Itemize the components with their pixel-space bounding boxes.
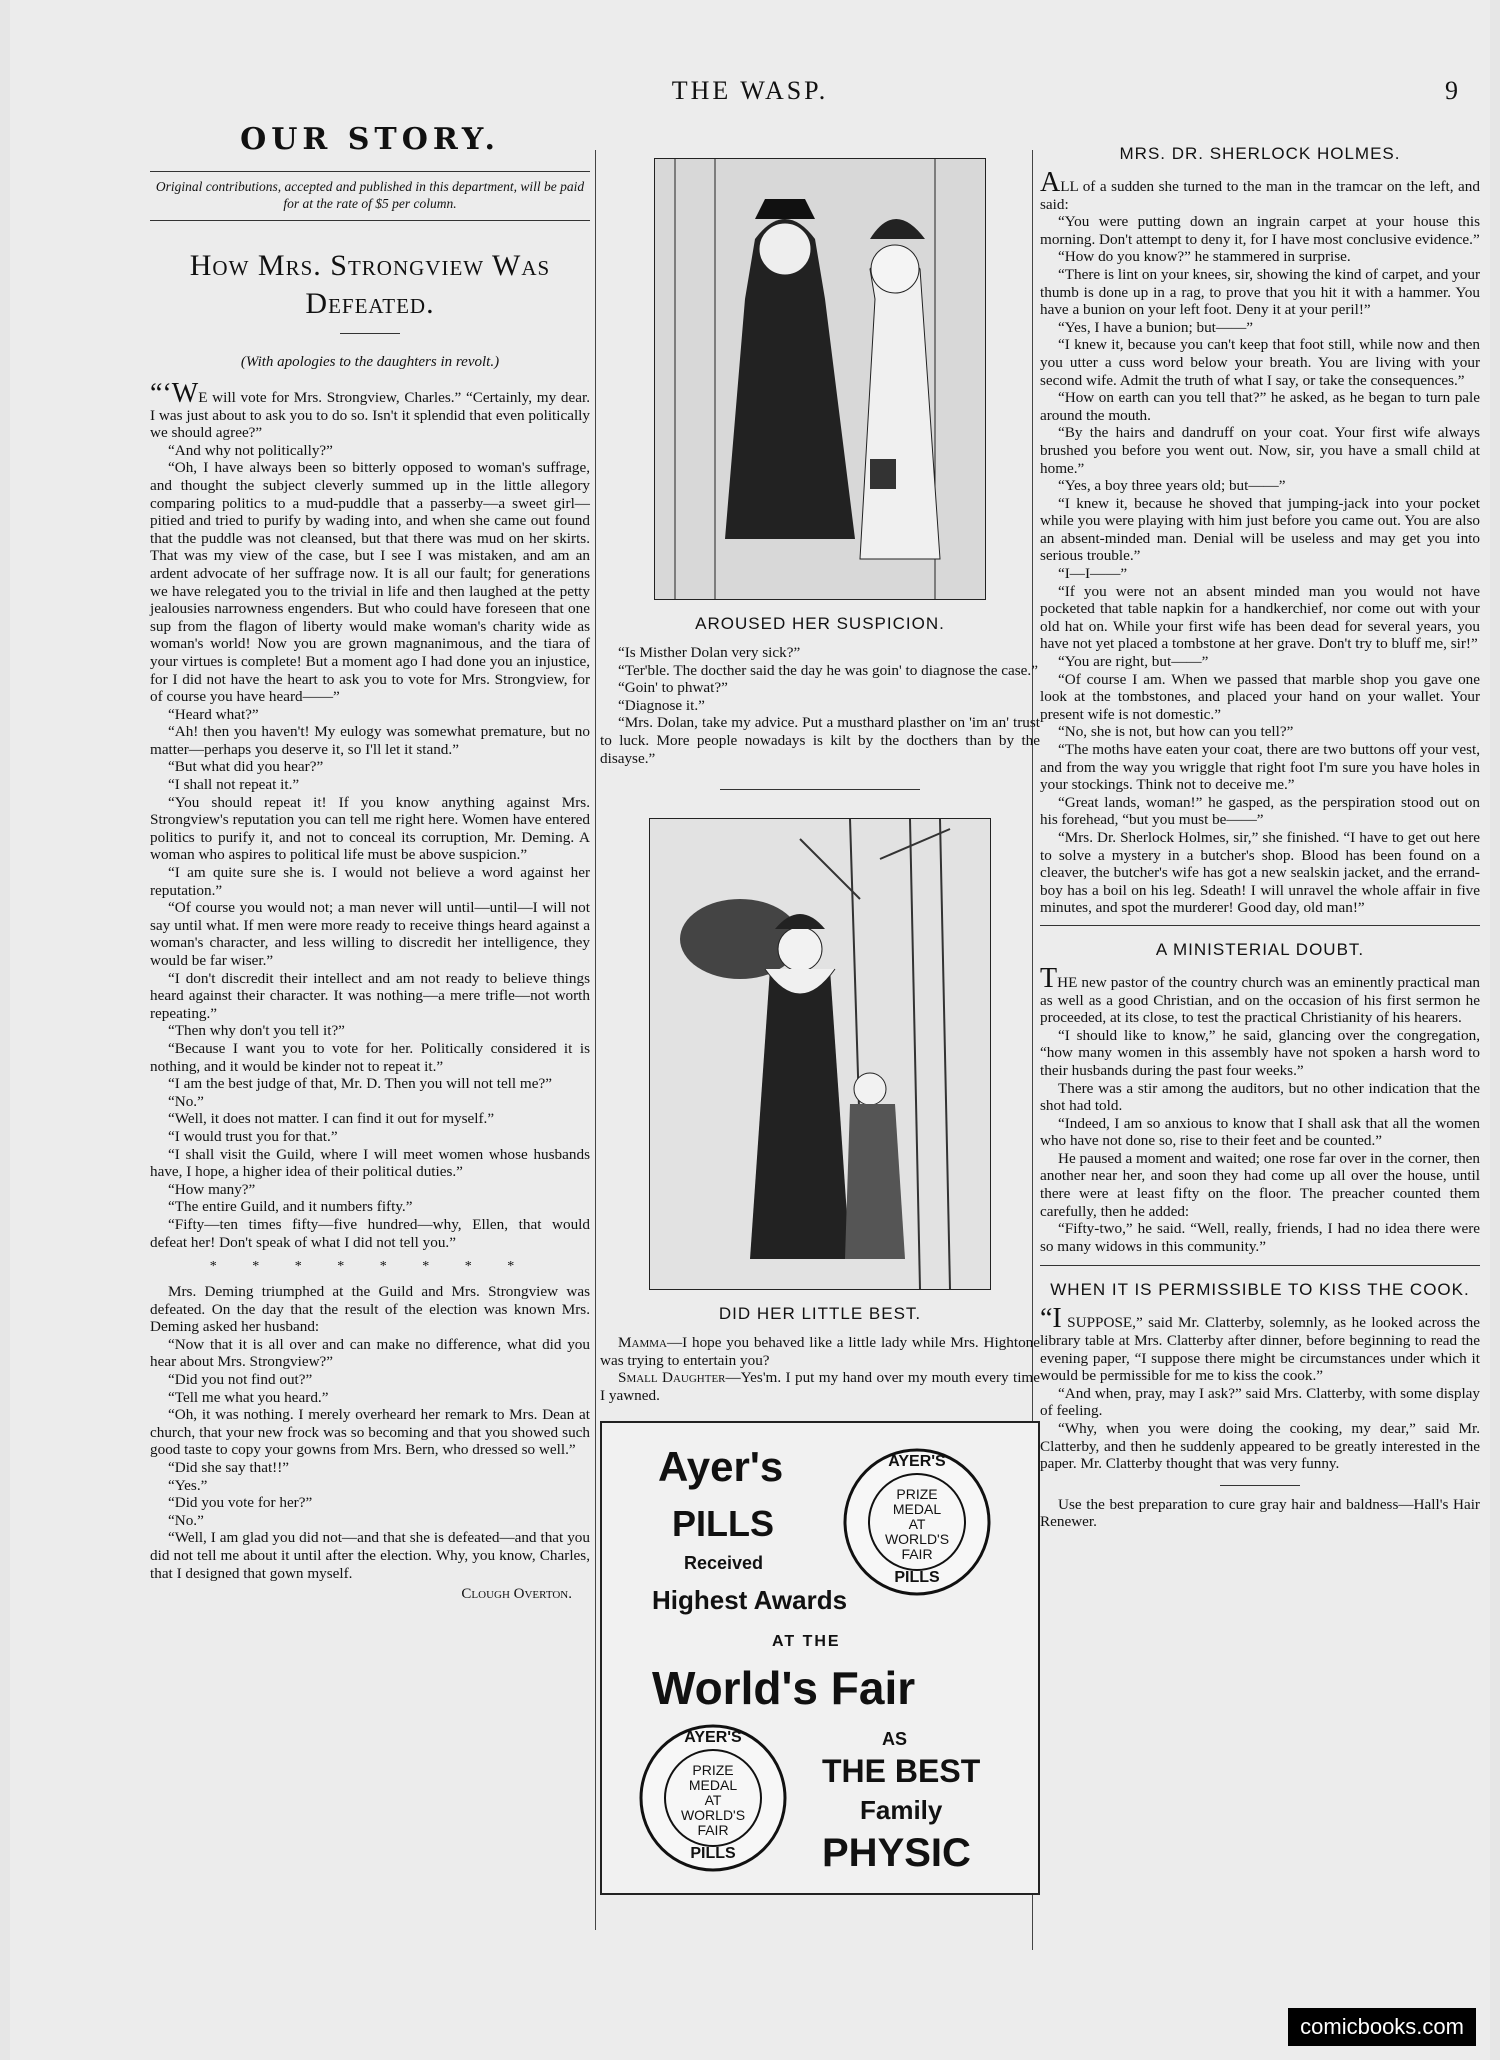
- dialogue-line: “Goin' to phwat?”: [618, 679, 728, 697]
- paragraph: “Now that it is all over and can make no difference, what did you hear about Mrs. Strongview?”: [150, 1335, 590, 1371]
- paragraph: “Oh, I have always been so bitterly opposed to woman's suffrage, and thought the subject cleverly summed up in the little allegory comparing politics to a mud-puddle that a passerby—a sweet girl—pitied and tried to purify by wading into, and when she came out found that the puddle was not cleansed, but that there was mud on her skirts. That was my view of the case, but I see I was mistaken, and am an ardent advocate of her suffrage now. It is all our fault; for generations we have relegated you to the trivial in life and then laughed at the petty jealousies narrowness engenders. But who could have foreseen that one sup from the flagon of liberty would make woman's charity wide as woman's world! Now you are grown magnanimous, and the tiara of your virtues is complete! But a moment ago I had done you an injustice, for I did not have the heart to ask you to vote for Mrs. Strongview, for of course you have heard——”: [150, 459, 590, 706]
- dialogue-line: “Diagnose it.”: [618, 696, 705, 714]
- paragraph: “Did you not find out?”: [168, 1371, 313, 1389]
- paragraph: “No, she is not, but how can you tell?”: [1058, 723, 1294, 741]
- ad-text: AT THE: [772, 1632, 841, 1650]
- ad-brand: Ayer's: [658, 1442, 784, 1490]
- section-break: * * * * * * * *: [209, 1259, 531, 1275]
- paragraph: “Of course I am. When we passed that marble shop you gave one look at the tombstones, and placed your hand on your wallet. Your present wife is not domestic.”: [1040, 670, 1480, 723]
- cartoon-drawing: [650, 819, 990, 1289]
- watermark-logo: comicbooks.com: [1288, 2008, 1476, 2046]
- dialogue-line: Mamma—I hope you behaved like a little lady while Mrs. Hightone was trying to entertain you?: [600, 1334, 1040, 1369]
- paragraph: “Why, when you were doing the cooking, my dear,” said Mr. Clatterby, and then he suddenly appeared to be greatly interested in the paper. Mr. Clatterby thought that was very funny.: [1040, 1420, 1480, 1473]
- author-byline: Clough Overton.: [461, 1586, 572, 1603]
- paragraph: “Indeed, I am so anxious to know that I shall ask that all the women who have not done so, rise to their feet and be counted.”: [1040, 1114, 1480, 1150]
- paragraph: “You should repeat it! If you know anything against Mrs. Strongview's reputation you can tell me right here. Women have entered politics to purify it, and not to conceal its corruption, Mr. Deming. A woman who aspires to political life must be above suspicion.”: [150, 793, 590, 864]
- paragraph: “By the hairs and dandruff on your coat. Your first wife always brushed you before you went out. Now, sir, you have a small child at home.”: [1040, 424, 1480, 477]
- ayers-pills-advertisement: [600, 1421, 1040, 1895]
- paragraph: “Mrs. Dr. Sherlock Holmes, sir,” she finished. “I have to get out here to solve a mystery in a butcher's shop. Blood has been found on a cleaver, the butcher's wife has got a new sealskin jacket, and the errand-boy has a boil on his leg. Sdeath! I will unravel the whole affair in five minutes, and spot the murderer! Good day, old man!”: [1040, 828, 1480, 917]
- dialogue-line: “Ter'ble. The docther said the day he was goin' to diagnose the case.”: [618, 661, 1038, 679]
- paragraph: “Of course you would not; a man never will until—until—I will not say until what. If men were more ready to receive things heard against a woman's character, and less willing to discredit her intelligence, they would be far wiser.”: [150, 899, 590, 969]
- page-number: 9: [1445, 76, 1458, 105]
- divider: [1220, 1485, 1300, 1486]
- article-heading: A MINISTERIAL DOUBT.: [1155, 939, 1365, 959]
- paragraph: He paused a moment and waited; one rose far over in the corner, then another near her, and soon they had come up all over the house, until there were at least fifty on the floor. The preacher counted them carefully, then he added:: [1040, 1149, 1480, 1220]
- paragraph: “I—I——”: [1058, 565, 1128, 583]
- department-note: Original contributions, accepted and published in this department, will be paid for at the rate of $5 per column.: [155, 179, 585, 211]
- divider: [720, 789, 920, 790]
- paragraph: “Well, it does not matter. I can find it out for myself.”: [168, 1110, 495, 1128]
- prize-medal-seal-icon: AYER'S PRIZE MEDAL AT WORLD'S FAIR PILLS: [842, 1447, 992, 1597]
- paragraph: “How many?”: [168, 1180, 256, 1198]
- column-story: [150, 118, 590, 1603]
- ad-text: Received: [684, 1552, 764, 1573]
- cartoon-caption: AROUSED HER SUSPICION.: [695, 614, 945, 633]
- cartoon-illustration-two-women: [654, 158, 986, 600]
- page-header: [10, 76, 1490, 110]
- paragraph: “The entire Guild, and it numbers fifty.”: [168, 1198, 413, 1216]
- paragraph: “I SUPPOSE,” said Mr. Clatterby, solemnly, as he looked across the library table at Mrs. Clatterby after dinner, before beginning to read the evening paper, “I suppose there might be circumstances under which it would be permissible for me to kiss the cook.”: [1040, 1303, 1480, 1385]
- masthead-title: THE WASP.: [671, 76, 829, 105]
- advertisement-text: Use the best preparation to cure gray hair and baldness—Hall's Hair Renewer.: [1040, 1495, 1480, 1531]
- ad-headline: World's Fair: [652, 1661, 916, 1714]
- paragraph: “I shall not repeat it.”: [168, 776, 300, 794]
- drop-cap: “‘W: [150, 378, 199, 409]
- paragraph: “Yes, I have a bunion; but——”: [1058, 318, 1254, 336]
- paragraph: THE new pastor of the country church was an eminently practical man as well as a good Christian, and on the occasion of his first sermon he proceeded, at its close, to test the practical Christianity of his hearers.: [1040, 962, 1480, 1027]
- paragraph: “Tell me what you heard.”: [168, 1388, 329, 1406]
- paragraph: “‘WE will vote for Mrs. Strongview, Charles.” “Certainly, my dear. I was just about to ask you to do so. Isn't it splendid that even politically we should agree?”: [150, 378, 590, 442]
- paragraph: “Yes, a boy three years old; but——”: [1058, 477, 1286, 495]
- paragraph: “I don't discredit their intellect and am not ready to believe things heard against their character. It was nothing—a mere trifle—not worth repeating.”: [150, 969, 590, 1022]
- newspaper-page: [10, 0, 1490, 2060]
- story-subtitle: (With apologies to the daughters in revolt.): [240, 354, 500, 370]
- paragraph: “No.”: [168, 1092, 204, 1110]
- column-shorts: [1040, 118, 1480, 1531]
- paragraph: “I should like to know,” he said, glancing over the congregation, “how many women in this assembly have not spoken a harsh word to their husbands during the past four weeks.”: [1040, 1026, 1480, 1079]
- ad-text: Family: [860, 1794, 943, 1825]
- paragraph: “You are right, but——”: [1058, 653, 1209, 671]
- paragraph: “How on earth can you tell that?” he asked, as he began to turn pale around the mouth.: [1040, 389, 1480, 424]
- paragraph: “Fifty-two,” he said. “Well, really, friends, I had no idea there were so many widows in this community.”: [1040, 1220, 1480, 1255]
- story-title: How Mrs. Strongview Was Defeated.: [189, 249, 551, 320]
- divider: [150, 220, 590, 221]
- column-cartoons: [600, 118, 1040, 1895]
- paragraph: “No.”: [168, 1511, 204, 1529]
- paragraph: “And why not politically?”: [168, 441, 333, 459]
- divider: [1040, 1265, 1480, 1266]
- ad-text: Highest Awards: [652, 1584, 848, 1615]
- department-heading: OUR STORY.: [240, 122, 500, 157]
- article-heading: MRS. DR. SHERLOCK HOLMES.: [1119, 144, 1401, 163]
- paragraph: “I am quite sure she is. I would not believe a word against her reputation.”: [150, 864, 590, 899]
- paragraph: “I am the best judge of that, Mr. D. Then you will not tell me?”: [168, 1075, 552, 1093]
- dialogue-line: Small Daughter—Yes'm. I put my hand over my mouth every time I yawned.: [600, 1369, 1040, 1404]
- paragraph: “Did she say that!!”: [168, 1459, 290, 1477]
- paragraph: “Yes.”: [168, 1476, 208, 1494]
- paragraph: “If you were not an absent minded man you would not have pocketed that table napkin for a handkerchief, nor come out with your old hat on. While your first wife has been dead for several years, you have not yet placed a tombstone at her grave. Don't try to bluff me, sir!”: [1040, 582, 1480, 653]
- paragraph: “But what did you hear?”: [168, 758, 324, 776]
- paragraph: “Well, I am glad you did not—and that she is defeated—and that you did not tell me about it until after the election. Why, you know, Charles, that I designed that gown myself.: [150, 1529, 590, 1582]
- paragraph: “Ah! then you haven't! My eulogy was somewhat premature, but no matter—perhaps you deserve it, so I'll let it stand.”: [150, 723, 590, 758]
- cartoon-caption: DID HER LITTLE BEST.: [718, 1304, 922, 1324]
- paragraph: “Great lands, woman!” he gasped, as the perspiration stood out on his forehead, “but you must be——”: [1040, 793, 1480, 829]
- paragraph: “Oh, it was nothing. I merely overheard her remark to Mrs. Dean at church, that your new frock was so becoming and that you showed such good taste to copy your gowns from Mrs. Bern, who dressed so well.”: [150, 1406, 590, 1459]
- paragraph: “How do you know?” he stammered in surprise.: [1058, 248, 1351, 266]
- paragraph: ALL of a sudden she turned to the man in the tramcar on the left, and said:: [1040, 167, 1480, 213]
- paragraph: “There is lint on your knees, sir, showing the kind of carpet, and your thumb is done up in a rag, to prove that you hit it with a hammer. You have a bunion on your left foot. Deny it at your peril!”: [1040, 265, 1481, 319]
- paragraph: “I would trust you for that.”: [168, 1127, 338, 1145]
- divider: [1040, 925, 1480, 926]
- ad-text: THE BEST: [822, 1752, 981, 1789]
- paragraph: “I shall visit the Guild, where I will meet women whose husbands have, I hope, a higher idea of their political duties.”: [150, 1145, 590, 1181]
- cartoon-illustration-mother-daughter: [649, 818, 991, 1290]
- prize-medal-seal-icon: AYER'S PRIZE MEDAL AT WORLD'S FAIR PILLS: [638, 1723, 788, 1873]
- paragraph: “The moths have eaten your coat, there are two buttons off your vest, and from the way you wriggle that right foot I'm sure you have holes in your stockings. Think not to deceive me.”: [1040, 741, 1480, 794]
- ad-text: AS: [882, 1728, 908, 1749]
- dialogue-line: “Mrs. Dolan, take my advice. Put a musthard plasther on 'im an' trust to luck. More people nowadays is kilt by the docthers than by the disayse.”: [600, 714, 1040, 767]
- paragraph: “I knew it, because you can't keep that foot still, while now and then you utter a cuss word below your breath. You are living with your second wife. Admit the truth of what I say, or take the consequences.”: [1040, 336, 1480, 389]
- paragraph: “Heard what?”: [168, 705, 259, 723]
- divider: [150, 171, 590, 172]
- ad-text: PHYSIC: [822, 1830, 971, 1875]
- ad-product: PILLS: [672, 1502, 775, 1544]
- paragraph: “Because I want you to vote for her. Politically considered it is nothing, and it would be kinder not to repeat it.”: [150, 1039, 590, 1075]
- paragraph: “And when, pray, may I ask?” said Mrs. Clatterby, with some display of feeling.: [1040, 1384, 1480, 1420]
- cartoon-drawing: [655, 159, 985, 599]
- divider: [340, 333, 400, 334]
- paragraph: “I knew it, because he shoved that jumping-jack into your pocket while you were playing with him just before you came out. You are also an absent-minded man. Denial will be useless and may get you into serious trouble.”: [1040, 494, 1480, 565]
- paragraph: “Did you vote for her?”: [168, 1494, 313, 1512]
- paragraph: “Then why don't you tell it?”: [168, 1022, 345, 1040]
- paragraph: “Fifty—ten times fifty—five hundred—why, Ellen, that would defeat her! Don't speak of what I did not tell you.”: [150, 1215, 590, 1251]
- paragraph: “You were putting down an ingrain carpet at your house this morning. Don't attempt to deny it, for I have most conclusive evidence.”: [1040, 213, 1480, 248]
- column-divider: [595, 150, 596, 1930]
- paragraph: Mrs. Deming triumphed at the Guild and Mrs. Strongview was defeated. On the day that the result of the election was known Mrs. Deming asked her husband:: [150, 1283, 590, 1336]
- article-heading: WHEN IT IS PERMISSIBLE TO KISS THE COOK.: [1050, 1280, 1470, 1300]
- dialogue-line: “Is Misther Dolan very sick?”: [618, 644, 801, 661]
- paragraph: There was a stir among the auditors, but no other indication that the shot had told.: [1040, 1079, 1480, 1115]
